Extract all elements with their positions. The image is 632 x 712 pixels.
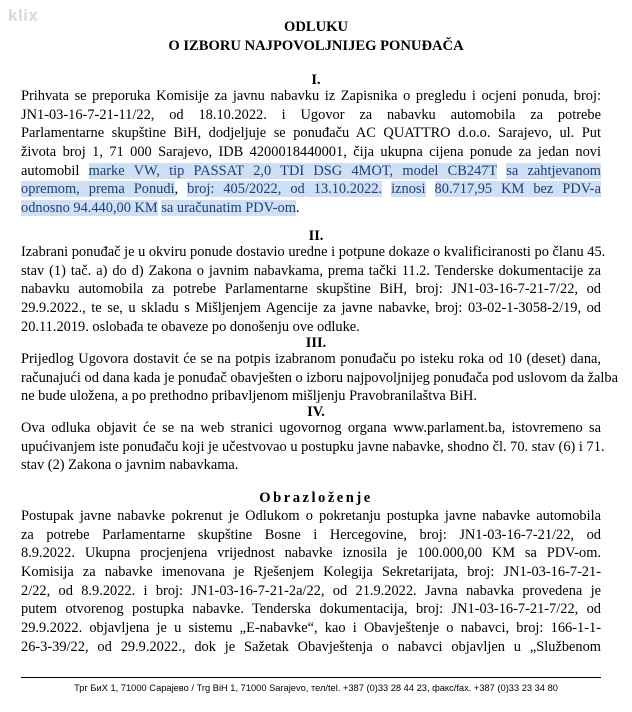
text-run	[426, 181, 435, 197]
text-line: računajući od dana kada je ponuđač obavješten o izboru najpovoljnijeg ponuđača pod uslovom da žalba	[21, 369, 619, 386]
document-subtitle: O IZBORU NAJPOVOLJNIJEG PONUĐAČA	[168, 38, 464, 54]
section-heading-3: III.	[305, 335, 327, 351]
text-run: .	[295, 200, 300, 217]
highlighted-vehicle-model: marke VW, tip PASSAT 2,0 TDI DSG 4MOT, model CB247T	[88, 162, 497, 179]
text-line: života broj 1, 71 000 Sarajevo, IDB 4200018440001, čija ukupna cijena ponude za jedan novi	[21, 144, 601, 161]
text-line: JN1-03-16-7-21-11/22, od 18.10.2022. i Ugovor za nabavku automobila za potrebe	[21, 106, 601, 123]
text-line	[21, 199, 601, 218]
highlighted-total-price: odnosno 94.440,00 KM	[21, 200, 158, 217]
document-title: ODLUKU	[283, 19, 349, 35]
text-run	[497, 163, 506, 179]
text-line: putem otvorenog postupka nabavke. Tenderska dokumentacija, broj: JN1-03-16-7-21-7/22, od	[21, 601, 601, 618]
text-line: 26-3-39/22, od 29.9.2022., dok je Sažetak Obavještenja o nabavci objavljen u „Službenom	[21, 638, 601, 655]
text-line: Prijedlog Ugovora dostavit će se na potpis izabranom ponuđaču po isteku roka od 10 (deset) dana,	[21, 351, 601, 367]
highlighted-price: 80.717,95 KM bez PDV-a	[434, 181, 601, 198]
text-line: Izabrani ponuđač je u okviru ponude dostavio uredne i potpune dokaze o kvalificiranosti po članu 45.	[21, 244, 606, 260]
obrazlozenje-paragraph	[21, 507, 601, 657]
text-line: 2/22, od 8.9.2022. i broj: JN1-03-16-7-21-2a/22, od 21.9.2022. Javna nabavka provedena je	[21, 582, 601, 599]
highlighted-text: sa uračunatim PDV-om	[161, 200, 296, 217]
section-1-paragraph	[21, 87, 601, 218]
highlighted-text: iznosi	[391, 181, 426, 198]
text-run: automobil	[21, 162, 89, 179]
text-line: 29.9.2022. objavljena je u sistemu „E-nabavke“, kao i Obavještenje o nabavci, broj: 166-1-1-	[21, 620, 601, 637]
text-line	[21, 180, 601, 199]
section-4-paragraph	[21, 419, 605, 475]
section-3-paragraph	[21, 350, 619, 406]
watermark-logo: klix	[8, 6, 39, 25]
text-line: ne bude uložena, a po prethodno pribavljenom mišljenju Pravobranilaštva BiH.	[21, 388, 477, 405]
text-line: Ova odluka objavit će se na web stranici ugovornog organa www.parlament.ba, istovremeno sa	[21, 420, 601, 436]
section-heading-2: II.	[308, 228, 324, 244]
obrazlozenje-heading: Obrazloženje	[259, 490, 373, 506]
text-run: ,	[174, 181, 188, 198]
text-line: Postupak javne nabavke pokrenut je Odlukom o pokretanju postupka javne nabavke automobila	[21, 508, 601, 524]
section-heading-4: IV.	[307, 404, 325, 420]
section-2-paragraph	[21, 243, 606, 336]
text-line	[21, 162, 601, 181]
text-line: stav (2) Zakona o javnim nabavkama.	[21, 457, 239, 474]
text-line: Parlamentarne skupštine BiH, dodjeljuje se ponuđaču AC QUATTRO d.o.o. Sarajevo, ul. Put	[21, 125, 601, 142]
text-line: 8.9.2022. Ukupna procjenjena vrijednost nabavke iznosila je 100.000,00 KM sa PDV-om.	[21, 545, 601, 562]
text-run	[382, 181, 391, 197]
text-line: 29.9.2022., te se, u skladu s Mišljenjem Agencije za javne nabavke, broj: 03-02-1-3058-2/19, od	[21, 300, 601, 317]
highlighted-offer-number: broj: 405/2022, od 13.10.2022.	[187, 181, 383, 198]
footer-divider	[21, 677, 601, 678]
text-line: nabavku automobila za potrebe Parlamentarne skupštine BiH, broj: JN1-03-16-7-21-7/22, od	[21, 281, 601, 298]
text-line: Prihvata se preporuka Komisije za javnu nabavku iz Zapisnika o pregledu i ocjeni ponuda, broj:	[21, 88, 601, 104]
text-line: za potrebe Parlamentarne skupštine Bosne i Hercegovine, broj: JN1-03-16-7-21/22, od	[21, 526, 601, 543]
text-line: 20.11.2019. oslobađa te obaveze po donošenju ove odluke.	[21, 318, 360, 335]
text-line: Komisija za nabavke imenovana je Rješenjem Kolegija Sekretarijata, broj: JN1-03-16-7-21-	[21, 564, 601, 581]
text-line: upućivanjem iste ponuđaču koji je učestvovao u postupku javne nabavke, shodno čl. 70. stav (6) i 71.	[21, 438, 605, 455]
section-heading-1: I.	[311, 72, 321, 88]
highlighted-text: sa zahtjevanom	[506, 162, 601, 179]
footer-address: Трг БиХ 1, 71000 Сарајево / Trg BiH 1, 71000 Sarajevo, тел/tel. +387 (0)33 28 44 23, факс/fax. +387 (0)33 23 34 80	[74, 683, 558, 693]
highlighted-text: opremom, prema Ponudi	[21, 181, 175, 198]
text-line: stav (1) tač. a) do d) Zakona o javnim nabavkama, prema tački 11.2. Tenderske dokumentacije za	[21, 262, 601, 279]
